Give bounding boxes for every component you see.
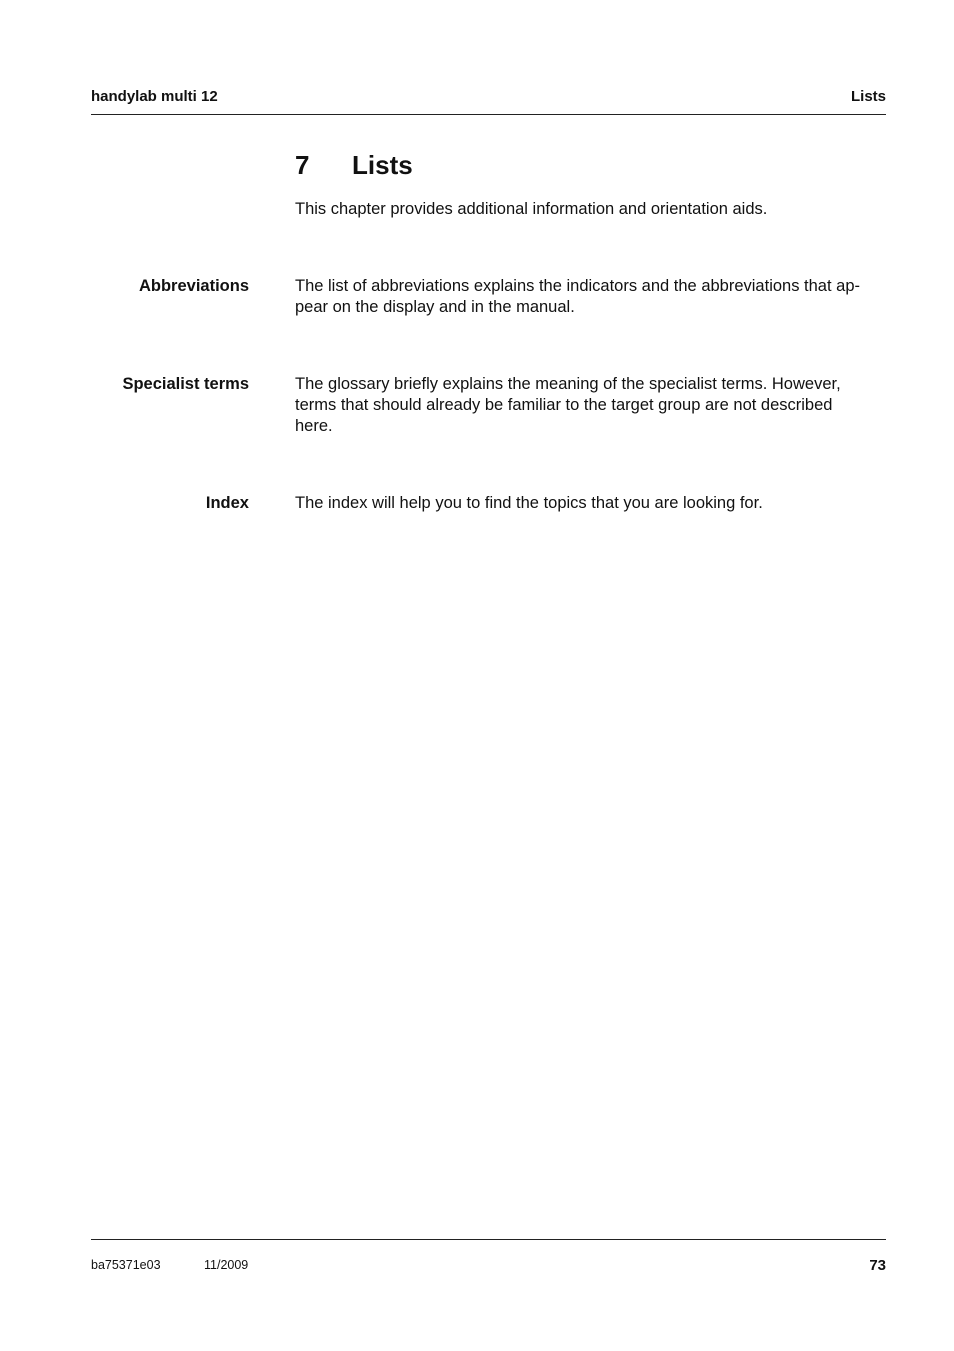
chapter-number: 7 bbox=[295, 150, 310, 180]
chapter-title: Lists bbox=[352, 150, 413, 180]
text-line: The list of abbreviations explains the indicators and the abbreviations that ap- bbox=[295, 277, 861, 295]
header-chapter-name: Lists bbox=[850, 88, 886, 105]
text-line: pear on the display and in the manual. bbox=[295, 298, 575, 316]
section-label: Specialist terms bbox=[122, 375, 249, 393]
section-text bbox=[295, 374, 886, 437]
footer-date: 11/2009 bbox=[204, 1258, 249, 1272]
footer-document-id: ba75371e03 bbox=[91, 1258, 161, 1272]
chapter-heading bbox=[295, 150, 413, 181]
page-number: 73 bbox=[869, 1257, 886, 1274]
page-footer bbox=[91, 1239, 886, 1280]
section-label: Index bbox=[205, 494, 249, 512]
text-line: The index will help you to find the topics that you are looking for. bbox=[295, 494, 763, 512]
header-product-name: handylab multi 12 bbox=[91, 88, 218, 105]
chapter-intro: This chapter provides additional information and orientation aids. bbox=[295, 200, 768, 218]
text-line: The glossary briefly explains the meaning of the specialist terms. However, bbox=[295, 375, 841, 393]
text-line: here. bbox=[295, 417, 333, 435]
section-label: Abbreviations bbox=[138, 277, 249, 295]
page-header bbox=[91, 86, 886, 115]
text-line: terms that should already be familiar to the target group are not described bbox=[295, 396, 833, 414]
section-text bbox=[295, 276, 886, 318]
section-text bbox=[295, 493, 886, 514]
